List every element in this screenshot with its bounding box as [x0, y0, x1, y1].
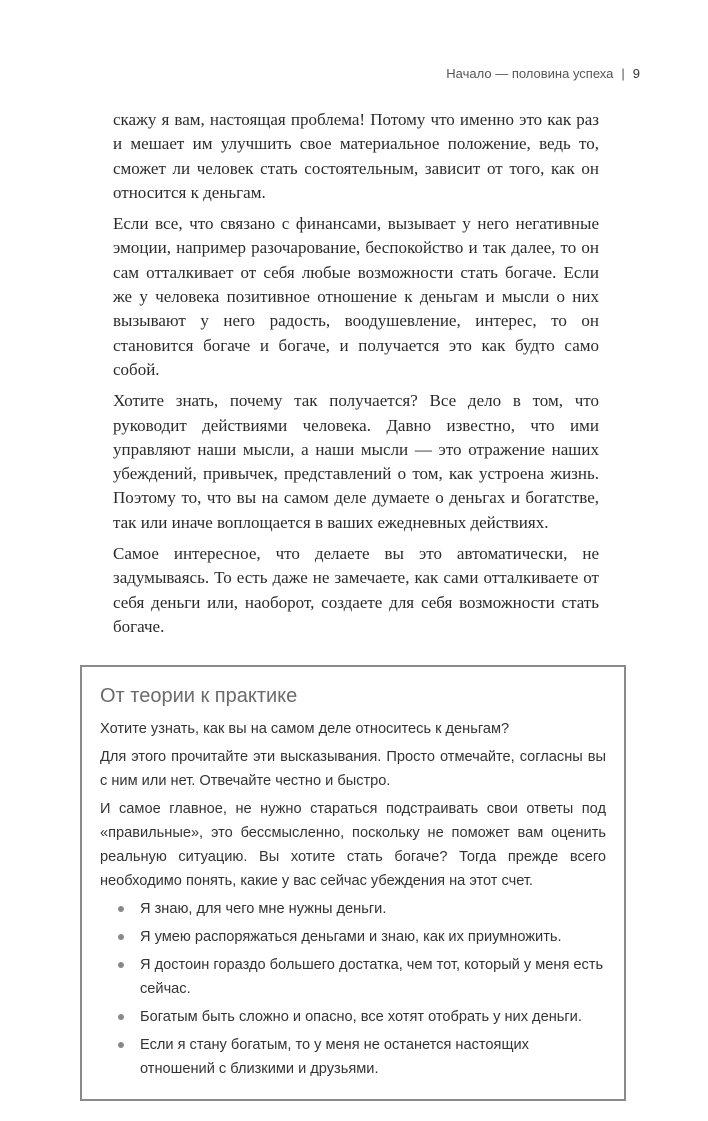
bullet-icon	[118, 1014, 124, 1020]
body-paragraph: скажу я вам, настоящая проблема! Потому что именно это как раз и мешает им улучшить свое материальное положение, ведь то, сможет ли человек стать состоятельным, зависит от того, как он относится к деньгам.	[113, 110, 599, 202]
page-number: 9	[632, 66, 640, 81]
box-paragraph: Для этого прочитайте эти высказывания. Просто отмечайте, согласны вы с ним или нет. Отвечайте честно и быстро.	[100, 749, 606, 790]
box-paragraph: Хотите узнать, как вы на самом деле относитесь к деньгам?	[100, 721, 510, 738]
list-item	[118, 897, 606, 921]
list-item-text: Я умею распоряжаться деньгами и знаю, как их приумножить.	[140, 929, 562, 946]
body-paragraph: Самое интересное, что делаете вы это автоматически, не задумываясь. То есть даже не замечаете, как сами отталкиваете от себя деньги или, наоборот, создаете для себя возможности стать богаче.	[113, 544, 599, 636]
list-item	[118, 1005, 606, 1029]
bullet-icon	[118, 906, 124, 912]
chapter-title: Начало — половина успеха	[446, 66, 614, 81]
practice-sidebar-box	[80, 665, 626, 1101]
list-item	[118, 1033, 606, 1081]
body-paragraph: Если все, что связано с финансами, вызывает у него негативные эмоции, например разочарование, беспокойство и так далее, то он сам отталкивает от себя любые возможности стать богаче. Если же у человека позитивное отношение к деньгам и мысли о них вызывают у него радость, воодушевление, интерес, то он становится богаче и богаче, и получается это как будто само собой.	[113, 214, 599, 379]
header-separator: |	[621, 66, 625, 81]
bullet-icon	[118, 962, 124, 968]
list-item-text: Я знаю, для чего мне нужны деньги.	[140, 901, 387, 918]
list-item-text: Богатым быть сложно и опасно, все хотят отобрать у них деньги.	[140, 1009, 582, 1026]
bullet-icon	[118, 934, 124, 940]
box-paragraph: И самое главное, не нужно стараться подстраивать свои ответы под «правильные», это бессмысленно, поскольку не поможет вам оценить реальную ситуацию. Вы хотите стать богаче? Тогда прежде всего необходимо понять, какие у вас сейчас убеждения на этот счет.	[100, 801, 606, 890]
page-body	[100, 0, 606, 1101]
list-item	[118, 925, 606, 949]
bullet-icon	[118, 1042, 124, 1048]
box-title: От теории к практике	[100, 685, 298, 708]
list-item-text: Если я стану богатым, то у меня не останется настоящих отношений с близкими и друзьями.	[140, 1037, 529, 1078]
body-paragraph: Хотите знать, почему так получается? Все дело в том, что руководит действиями человека. Давно известно, что ими управляют наши мысли, а наши мысли — это отражение наших убеждений, привычек, представлений о том, как устроена жизнь. Поэтому то, что вы на самом деле думаете о деньгах и богатстве, так или иначе воплощается в ваших ежедневных действиях.	[113, 391, 599, 532]
list-item-text: Я достоин гораздо большего достатка, чем тот, который у меня есть сейчас.	[140, 957, 604, 998]
list-item	[118, 953, 606, 1001]
